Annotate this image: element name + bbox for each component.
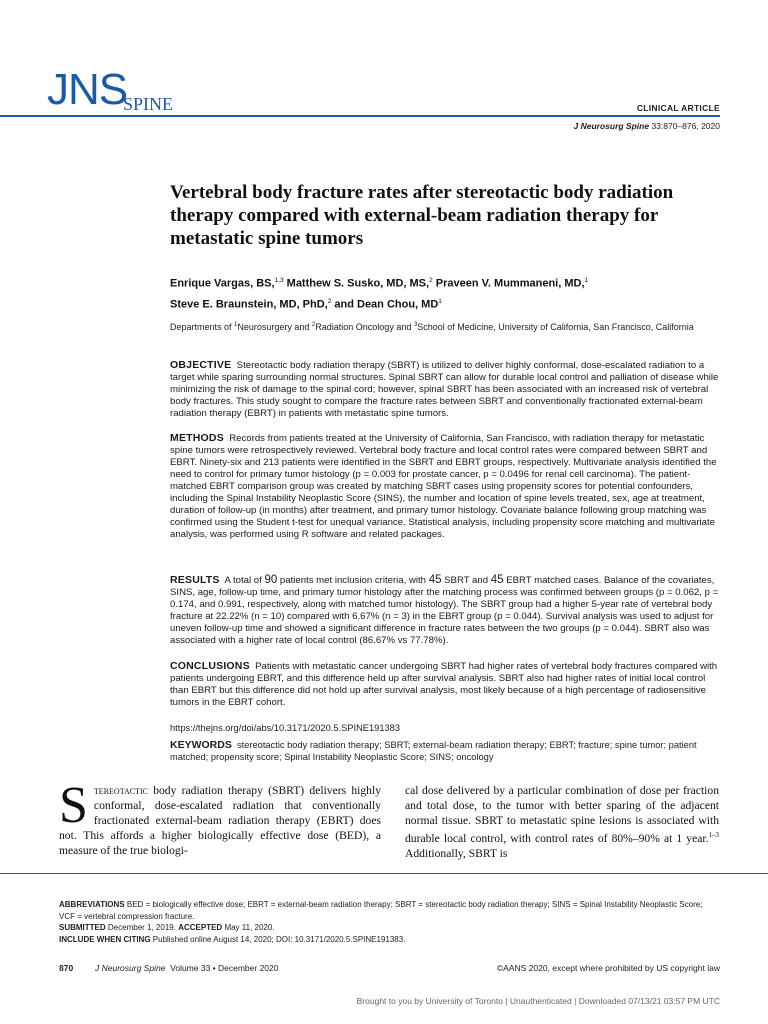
submitted-date: December 1, 2019. <box>107 923 176 932</box>
journal-footer <box>95 963 279 973</box>
author-name: Enrique Vargas, BS, <box>170 277 275 290</box>
results-heading: RESULTS <box>170 574 220 586</box>
doi-link[interactable]: https://thejns.org/doi/abs/10.3171/2020.5.SPINE191383 <box>170 723 401 733</box>
objective-text: Stereotactic body radiation therapy (SBRT) is utilized to deliver highly conformal, dose-escalated radiation to a target while sparing surrounding normal structures. Spinal SBRT can allow for durable local control and palliation of disease while minimizing the risk of damage to the spinal cord; however, spinal SBRT has been associated with an increased risk of vertebral body fractures. This study sought to compare the fracture rates between SBRT and conventionally fractionated external-beam radiation therapy (EBRT) in patients with metastatic spine tumors. <box>170 360 719 419</box>
results-text: A total of <box>224 575 265 586</box>
accepted-heading: ACCEPTED <box>178 923 223 932</box>
conclusions-text: Patients with metastatic cancer undergoing SBRT had higher rates of vertebral body fractures compared with patients undergoing EBRT, and this difference held up after survival analysis. SBRT also had higher rates of initial local control than EBRT but this difference did not hold up after survival analysis, most likely because of a high percentage of radiosensitive tumors in the EBRT cohort. <box>170 661 718 708</box>
copyright-notice: ©AANS 2020, except where prohibited by US copyright law <box>496 963 720 973</box>
citation-journal: J Neurosurg Spine <box>573 121 650 131</box>
methods-heading: METHODS <box>170 432 224 444</box>
results-number: 90 <box>264 574 278 586</box>
body-text: body radiation therapy (SBRT) delivers highly conformal, dose-escalated radiation that conventionally fractionated external-beam radiation therapy (EBRT) does not. This affords a higher biologically effective dose (BED), a measure of the true biologi- <box>59 784 381 857</box>
author-affil-sup: 1 <box>438 297 442 305</box>
submitted-heading: SUBMITTED <box>59 923 106 932</box>
cite-text: Published online August 14, 2020; DOI: 10.3171/2020.5.SPINE191383. <box>152 934 406 944</box>
body-text: cal dose delivered by a particular combination of dose per fraction and total dose, to the tumor with better sparing of the adjacent normal tissue. SBRT to metastatic spine lesions is associated with durable local control, with control rates of 80%–90% at 1 year. <box>405 784 719 845</box>
results-text: EBRT matched cases. Balance of the covariates, SINS, age, follow-up time, and primary tumor histology after the matching process was confirmed between groups (p = 0.062, p = 0.174, and 0.991, respectively, along with matched tumor histology). The SBRT group had a higher 5-year rate of vertebral body fracture at 22.22% (n = 10) compared with 6.67% (n = 3) in the EBRT group (p = 0.044). Survival analysis was used to adjust for uneven follow-up time and showed a significant difference in fracture rates between the two groups (p = 0.044). SBRT also was associated with a higher rate of local control (86.67% vs 77.78%). <box>170 575 719 646</box>
smallcaps-lead: tereotactic <box>93 784 148 797</box>
body-column-left <box>59 777 381 858</box>
results-text: SBRT and <box>441 575 491 586</box>
author-line-2 <box>170 293 730 314</box>
body-text: Additionally, SBRT is <box>405 846 508 860</box>
journal-logo-spine: SPINE <box>123 94 174 114</box>
keywords-heading: KEYWORDS <box>170 739 232 751</box>
header-rule <box>0 115 720 117</box>
author-name: Steve E. Braunstein, MD, PhD, <box>170 298 328 311</box>
keywords-text: stereotactic body radiation therapy; SBRT; external-beam radiation therapy; EBRT; fracture; spine tumor; patient matched; propensity score; Spinal Instability Neoplastic Score; SINS; oncology <box>170 740 697 762</box>
author-affil-sup: 1 <box>584 277 589 284</box>
abstract-methods <box>170 433 725 541</box>
affil-text: Departments of <box>170 322 235 332</box>
author-affil-sup: 1,3 <box>274 277 284 284</box>
keywords <box>170 739 725 763</box>
page-number: 870 <box>59 963 74 973</box>
journal-citation <box>574 121 721 131</box>
footer-journal: J Neurosurg Spine <box>95 963 166 973</box>
drop-cap: S <box>59 777 88 834</box>
citation-details: 33:870–876, 2020 <box>651 121 720 131</box>
results-text: patients met inclusion criteria, with <box>277 575 429 586</box>
submission-dates <box>59 922 719 934</box>
affil-text: Neurosurgery and <box>237 322 312 332</box>
footnotes <box>59 899 719 945</box>
conclusions-heading: CONCLUSIONS <box>170 660 250 672</box>
accepted-date: May 11, 2020. <box>224 923 275 932</box>
author-list <box>170 272 730 313</box>
abstract-conclusions <box>170 661 725 709</box>
affil-text: School of Medicine, University of California, San Francisco, California <box>417 322 694 332</box>
affil-sup: 2 <box>311 322 316 328</box>
journal-logo-jns: JNS <box>47 65 128 114</box>
abbreviations-text: BED = biologically effective dose; EBRT = external-beam radiation therapy; SBRT = stereotactic body radiation therapy; SINS = Spinal Instability Neoplastic Score; VCF = vertebral compression fracture. <box>59 900 703 921</box>
footnote-rule <box>0 873 768 874</box>
results-number: 45 <box>428 574 442 586</box>
author-name: and Dean Chou, MD <box>331 298 439 311</box>
author-line-1 <box>170 272 730 293</box>
footer-volume: Volume 33 • December 2020 <box>170 963 279 973</box>
methods-text: Records from patients treated at the University of California, San Francisco, with radiation therapy for metastatic spine tumors were retrospectively reviewed. Vertebral body fracture and local control rates were compared between SBRT and EBRT. Ninety-six and 213 patients were identified in the SBRT and EBRT groups, respectively. Multivariate analysis identified the need to control for primary tumor histology (p = 0.003 for prostate cancer, p = 0.0496 for renal cell carcinoma). The patient-matched EBRT comparison group was created by matching SBRT cases using propensity scores for potential confounders, including the Spinal Instability Neoplastic Score (SINS), the number and location of spine levels treated, sex, age at treatment, duration of follow-up (in months) after treatment, and primary tumor histology. Covariate balance following group matching was confirmed using the Student t-test for unequal variance. Statistical analysis, including propensity score matching and multivariate analysis, was performed using R software and related packages. <box>170 433 717 540</box>
affil-text: Radiation Oncology and <box>315 322 414 332</box>
objective-heading: OBJECTIVE <box>170 359 232 371</box>
abbreviations <box>59 899 719 922</box>
affil-sup: 1 <box>234 322 238 328</box>
abstract-results <box>170 575 725 647</box>
affil-sup: 3 <box>413 322 418 328</box>
include-when-citing <box>59 934 719 946</box>
citation-sup: 1–3 <box>708 831 719 839</box>
affiliations <box>170 319 725 333</box>
author-name: Matthew S. Susko, MD, MS, <box>283 277 430 290</box>
results-number: 45 <box>490 574 504 586</box>
abstract-objective <box>170 360 725 420</box>
article-title: Vertebral body fracture rates after stereotactic body radiation therapy compared with external-beam radiation therapy for metastatic spine tumors <box>170 182 674 249</box>
article-type-label: CLINICAL ARTICLE <box>636 103 720 113</box>
cite-heading: INCLUDE WHEN CITING <box>59 934 151 944</box>
author-name: Praveen V. Mummaneni, MD, <box>432 277 585 290</box>
author-affil-sup: 2 <box>327 297 332 305</box>
download-notice: Brought to you by University of Toronto | Unauthenticated | Downloaded 07/13/21 03:57 PM UTC <box>356 996 720 1006</box>
author-affil-sup: 2 <box>429 277 433 284</box>
abbreviations-heading: ABBREVIATIONS <box>59 900 125 909</box>
body-column-right <box>405 783 719 861</box>
